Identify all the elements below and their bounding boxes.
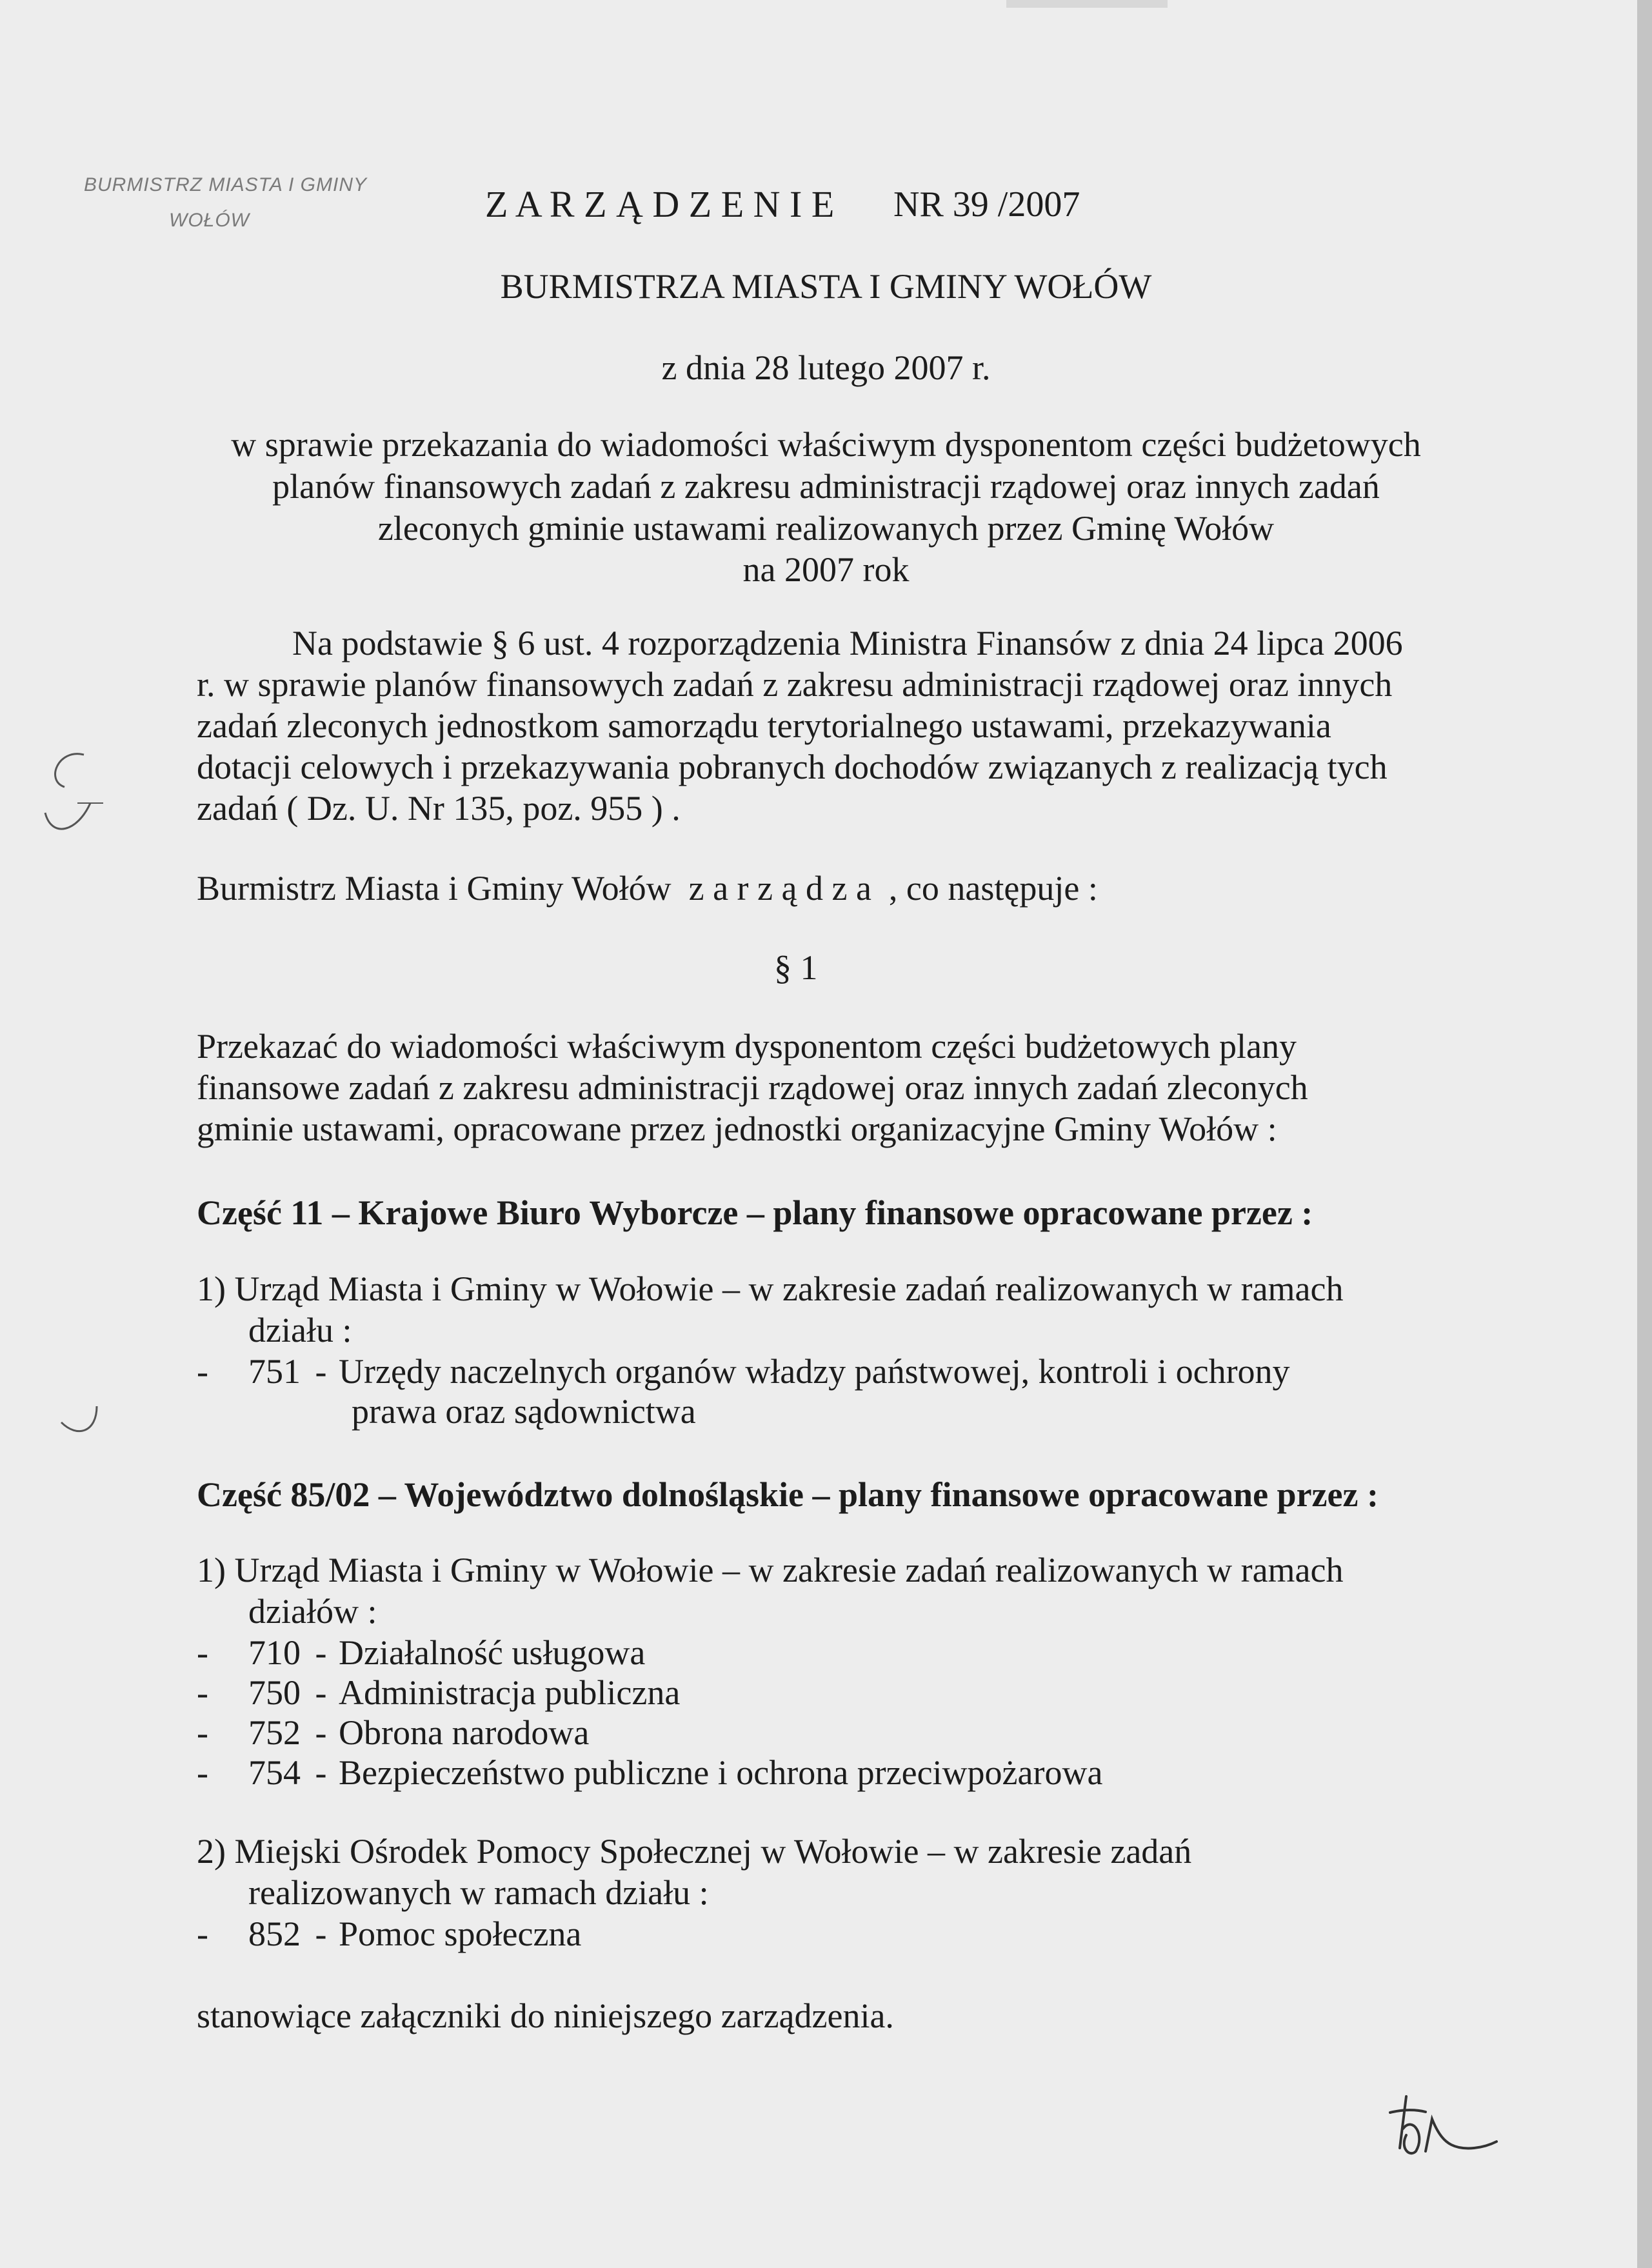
part-heading: Część 85/02 – Województwo dolnośląskie – plany finansowe opracowane przez : (197, 1475, 1378, 1514)
decree-verb: z a r z ą d z a (688, 869, 871, 908)
stamp-line: BURMISTRZ MIASTA I GMINY (84, 174, 368, 195)
subject-line: na 2007 rok (742, 550, 910, 589)
decree-line (197, 868, 1098, 909)
scan-edge (1637, 0, 1652, 2268)
punch-hole-mark (58, 1400, 103, 1445)
entry-sep: - (315, 1915, 327, 1953)
intro-line: finansowe zadań z zakresu administracji rządowej oraz innych zadań zleconych (197, 1068, 1308, 1107)
closing-line: stanowiące załączniki do niniejszego zarządzenia. (197, 1996, 894, 2035)
basis-line: r. w sprawie planów finansowych zadań z zakresu administracji rządowej oraz innych (197, 665, 1393, 704)
part-heading: Część 11 – Krajowe Biuro Wyborcze – plany finansowe opracowane przez : (197, 1193, 1313, 1232)
intro-line: gminie ustawami, opracowane przez jednostki organizacyjne Gminy Wołów : (197, 1109, 1277, 1148)
basis-line: Na podstawie § 6 ust. 4 rozporządzenia Ministra Finansów z dnia 24 lipca 2006 (292, 624, 1403, 662)
section-mark: § 1 (774, 948, 818, 987)
entry-sep: - (315, 1753, 327, 1792)
list-item-cont: działów : (248, 1592, 377, 1631)
list-item: 2) Miejski Ośrodek Pomocy Społecznej w Wołowie – w zakresie zadań (197, 1832, 1192, 1871)
subject-line: w sprawie przekazania do wiadomości właściwym dysponentom części budżetowych (231, 425, 1421, 464)
entry-row (197, 1712, 589, 1753)
stamp-line: WOŁÓW (169, 210, 250, 231)
doc-title: Z A R Z Ą D Z E N I E (485, 183, 835, 225)
entry-code: 750 (248, 1673, 301, 1712)
basis-line: zadań zleconych jednostkom samorządu terytorialnego ustawami, przekazywania (197, 706, 1331, 745)
doc-number: NR 39 /2007 (893, 184, 1080, 224)
entry-dash: - (197, 1753, 208, 1792)
entry-dash: - (197, 1713, 208, 1752)
entry-dash: - (197, 1673, 208, 1712)
list-item: 1) Urząd Miasta i Gminy w Wołowie – w zakresie zadań realizowanych w ramach (197, 1551, 1344, 1589)
decree-suffix: , co następuje : (888, 869, 1098, 908)
doc-date: z dnia 28 lutego 2007 r. (661, 348, 991, 387)
entry-text: Urzędy naczelnych organów władzy państwowej, kontroli i ochrony (339, 1352, 1290, 1391)
entry-row (197, 1351, 1290, 1392)
entry-text: Działalność usługowa (339, 1633, 646, 1672)
signature-initials (1387, 2090, 1503, 2167)
entry-text: Obrona narodowa (339, 1713, 590, 1752)
subject-line: planów finansowych zadań z zakresu administracji rządowej oraz innych zadań (272, 467, 1380, 506)
entry-sep: - (315, 1673, 327, 1712)
list-item-cont: realizowanych w ramach działu : (248, 1873, 709, 1912)
entry-dash: - (197, 1633, 208, 1672)
entry-sep: - (315, 1713, 327, 1752)
entry-sep: - (315, 1352, 327, 1391)
entry-text: Administracja publiczna (339, 1673, 681, 1712)
entry-code: 751 (248, 1352, 301, 1391)
decree-prefix: Burmistrz Miasta i Gminy Wołów (197, 869, 672, 908)
entry-code: 754 (248, 1753, 301, 1792)
entry-code: 752 (248, 1713, 301, 1752)
punch-hole-mark (39, 742, 103, 851)
basis-line: dotacji celowych i przekazywania pobranych dochodów związanych z realizacją tych (197, 748, 1388, 786)
intro-line: Przekazać do wiadomości właściwym dysponentom części budżetowych plany (197, 1027, 1297, 1066)
subject-line: zleconych gminie ustawami realizowanych przez Gminę Wołów (377, 509, 1275, 548)
entry-row (197, 1913, 581, 1955)
entry-cont: prawa oraz sądownictwa (352, 1392, 696, 1431)
entry-code: 710 (248, 1633, 301, 1672)
doc-issuer: BURMISTRZA MIASTA I GMINY WOŁÓW (500, 267, 1152, 306)
entry-text: Bezpieczeństwo publiczne i ochrona przeciwpożarowa (339, 1753, 1103, 1792)
entry-row (197, 1632, 645, 1673)
list-item-cont: działu : (248, 1311, 352, 1349)
entry-dash: - (197, 1915, 208, 1953)
entry-code: 852 (248, 1915, 301, 1953)
list-item: 1) Urząd Miasta i Gminy w Wołowie – w zakresie zadań realizowanych w ramach (197, 1269, 1344, 1308)
scan-edge-top (1006, 0, 1168, 8)
entry-sep: - (315, 1633, 327, 1672)
entry-row (197, 1672, 680, 1713)
entry-dash: - (197, 1352, 208, 1391)
entry-text: Pomoc społeczna (339, 1915, 582, 1953)
entry-row (197, 1752, 1102, 1793)
basis-line: zadań ( Dz. U. Nr 135, poz. 955 ) . (197, 789, 681, 828)
